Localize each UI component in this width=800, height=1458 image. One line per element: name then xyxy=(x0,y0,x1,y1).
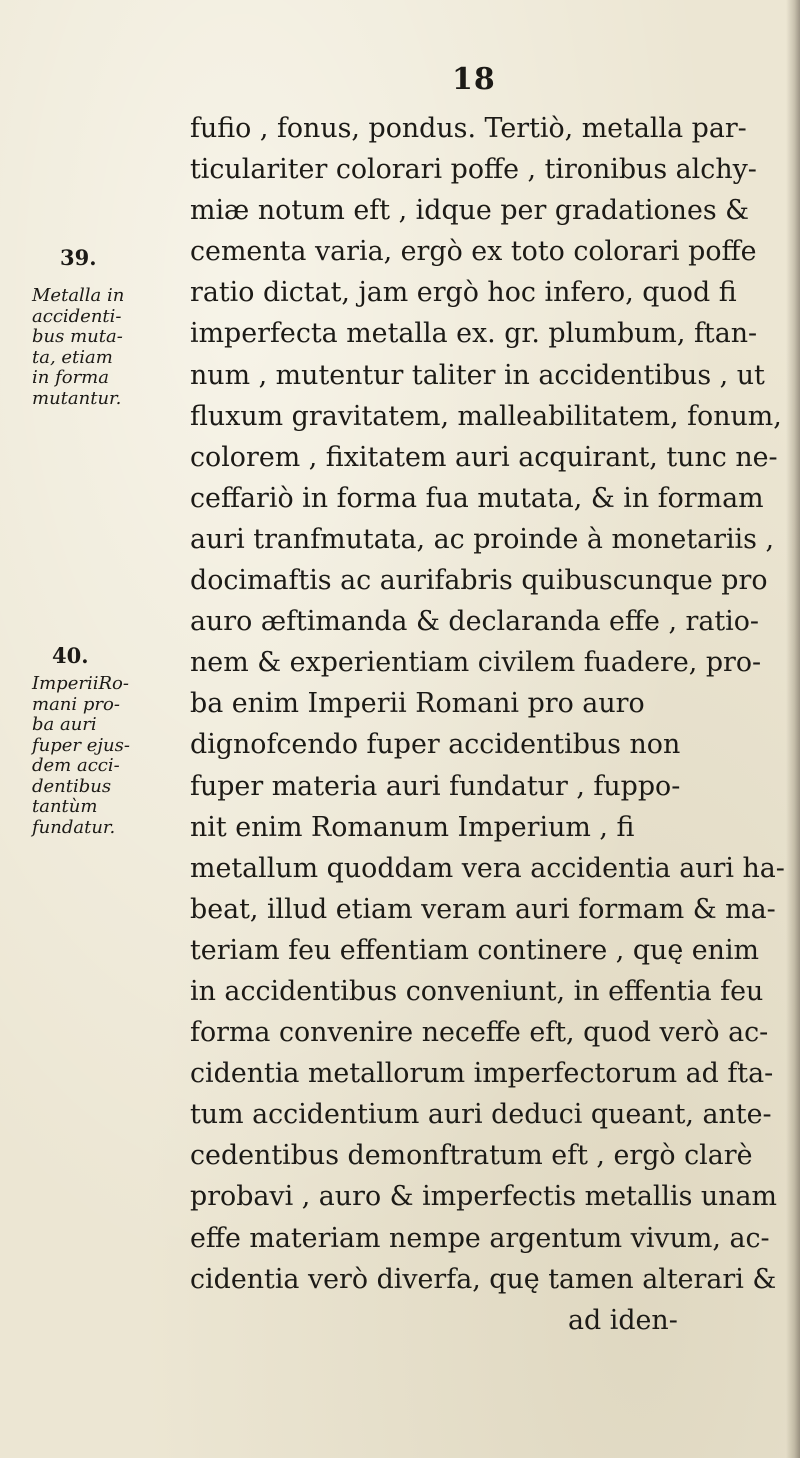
text-line: fufio , fonus, pondus. Tertiò, metalla par- xyxy=(190,113,747,144)
margin-note-line: ba auri xyxy=(32,714,97,735)
text-line: ad iden- xyxy=(568,1304,678,1336)
margin-note-line: ImperiiRo- xyxy=(32,673,129,694)
text-line: dignofcendo fuper accidentibus non xyxy=(190,729,681,761)
text-line: fuper materia auri fundatur , fuppo- xyxy=(190,770,681,802)
text-line: teriam feu effentiam continere , quę enim xyxy=(190,934,760,966)
margin-note-line: in forma xyxy=(32,367,109,388)
text-line: effe materiam nempe argentum vivum, ac- xyxy=(190,1222,770,1254)
text-line: cedentibus demonftratum eft , ergò clarè xyxy=(190,1140,753,1172)
page-number: 18 xyxy=(452,62,496,97)
margin-note-line: accidenti- xyxy=(32,305,122,327)
text-line: beat, illud etiam veram auri formam & ma- xyxy=(190,893,776,925)
text-line: fluxum gravitatem, malleabilitatem, fonum, xyxy=(190,400,782,432)
text-line: ba enim Imperii Romani pro auro xyxy=(190,688,645,720)
margin-note-line: dentibus xyxy=(32,775,112,797)
text-line: docimaftis ac aurifabris quibuscunque pro xyxy=(190,565,768,597)
body-text xyxy=(190,108,800,1341)
text-line: nem & experientiam civilem fuadere, pro- xyxy=(190,647,762,679)
margin-note-line: dem acci- xyxy=(32,755,120,776)
margin-note-line: fundatur. xyxy=(32,816,116,838)
margin-note-line: ta, etiam xyxy=(32,346,113,368)
text-line: forma convenire neceffe eft, quod verò ac- xyxy=(190,1017,769,1049)
text-line: num , mutentur taliter in accidentibus , ut xyxy=(190,359,765,391)
text-line: ceffariò in forma fua mutata, & in formam xyxy=(190,482,764,514)
text-line: imperfecta metalla ex. gr. plumbum, ftan- xyxy=(190,318,758,350)
margin-note-number: 40. xyxy=(52,643,89,668)
text-line: ratio dictat, jam ergò hoc infero, quod fi xyxy=(190,277,737,309)
margin-note-line: fuper ejus- xyxy=(32,734,130,756)
text-line: in accidentibus conveniunt, in effentia feu xyxy=(190,975,764,1007)
text-line: metallum quoddam vera accidentia auri ha- xyxy=(190,852,785,884)
text-line: tum accidentium auri deduci queant, ante- xyxy=(190,1099,772,1131)
text-line: miæ notum eft , idque per gradationes & xyxy=(190,195,750,227)
text-line: cementa varia, ergò ex toto colorari poffe xyxy=(190,236,757,268)
text-line: ticulariter colorari poffe , tironibus alchy- xyxy=(190,154,757,186)
margin-note-line: tantùm xyxy=(32,796,98,817)
margin-note-number: 39. xyxy=(60,245,97,270)
margin-note-line: Metalla in xyxy=(32,285,125,306)
text-line: auro æftimanda & declaranda effe , ratio- xyxy=(190,606,760,638)
text-line: auri tranfmutata, ac proinde à monetariis , xyxy=(190,523,775,555)
margin-note-line: mutantur. xyxy=(32,387,122,409)
text-line: colorem , fixitatem auri acquirant, tunc ne- xyxy=(190,441,778,473)
text-line: cidentia metallorum imperfectorum ad fta- xyxy=(190,1058,774,1090)
text-line: nit enim Romanum Imperium , fi xyxy=(190,811,635,843)
margin-note xyxy=(32,674,130,838)
margin-note xyxy=(32,286,124,409)
text-line: probavi , auro & imperfectis metallis unam xyxy=(190,1181,778,1213)
text-line: cidentia verò diverfa, quę tamen alterari & xyxy=(190,1263,777,1295)
margin-note-line: mani pro- xyxy=(32,693,120,715)
margin-note-line: bus muta- xyxy=(32,326,123,347)
